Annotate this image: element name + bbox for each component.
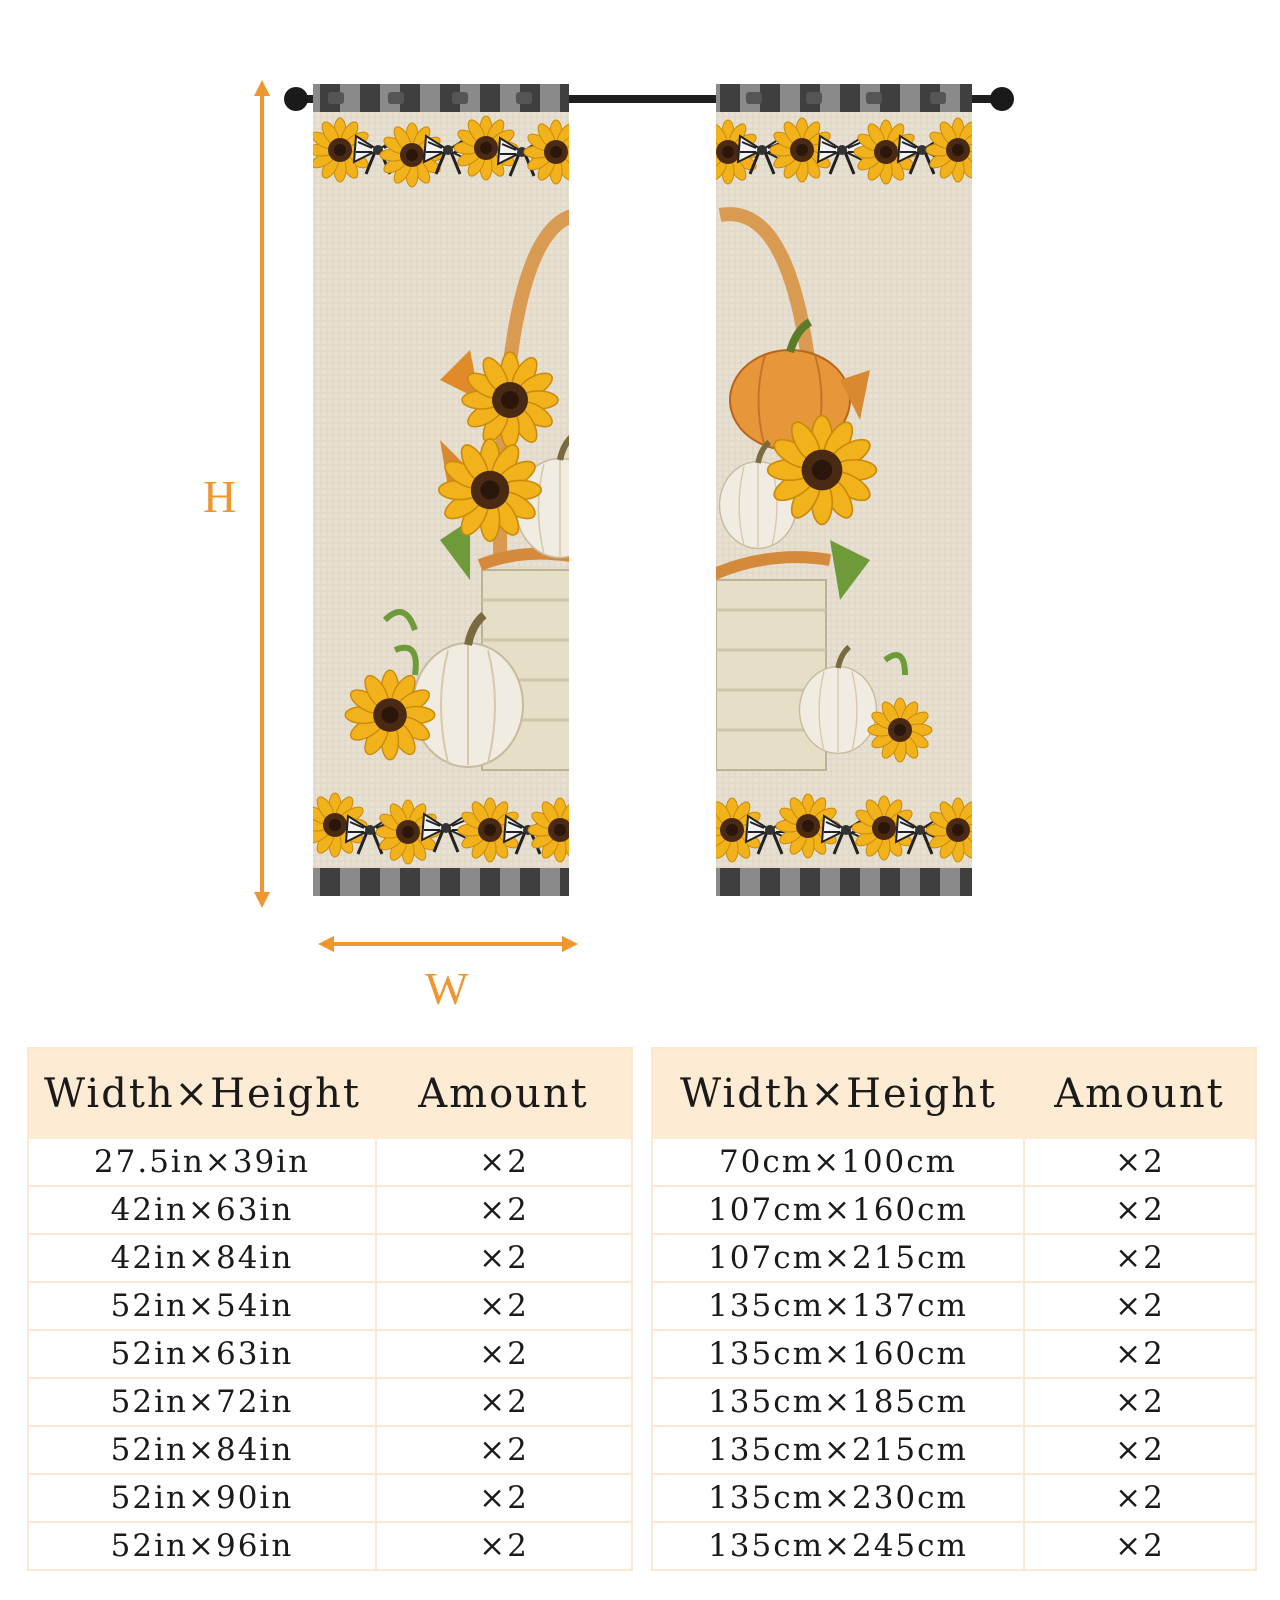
size-cell: 52in×96in	[28, 1522, 376, 1570]
size-cell: 42in×84in	[28, 1234, 376, 1282]
table-row	[652, 1234, 1256, 1282]
amount-cell: ×2	[376, 1282, 632, 1330]
table-header-row	[652, 1048, 1256, 1139]
size-table-inches	[27, 1047, 633, 1571]
size-cell: 52in×54in	[28, 1282, 376, 1330]
amount-cell: ×2	[376, 1522, 632, 1570]
amount-cell: ×2	[1024, 1378, 1256, 1426]
amount-cell: ×2	[1024, 1474, 1256, 1522]
size-cell: 135cm×230cm	[652, 1474, 1024, 1522]
table-row	[652, 1282, 1256, 1330]
width-arrow	[318, 936, 578, 952]
amount-cell: ×2	[376, 1186, 632, 1234]
size-cell: 52in×84in	[28, 1426, 376, 1474]
table-row	[652, 1474, 1256, 1522]
table-row	[28, 1426, 632, 1474]
size-cell: 42in×63in	[28, 1186, 376, 1234]
table-row	[28, 1474, 632, 1522]
amount-cell: ×2	[1024, 1330, 1256, 1378]
amount-cell: ×2	[1024, 1139, 1256, 1186]
size-cell: 70cm×100cm	[652, 1139, 1024, 1186]
amount-cell: ×2	[376, 1378, 632, 1426]
table-row	[28, 1139, 632, 1186]
size-table-cm	[651, 1047, 1257, 1571]
width-label: W	[425, 963, 469, 1014]
size-cell: 135cm×245cm	[652, 1522, 1024, 1570]
size-cell: 107cm×215cm	[652, 1234, 1024, 1282]
size-cell: 135cm×185cm	[652, 1378, 1024, 1426]
table-row	[28, 1234, 632, 1282]
table-row	[652, 1186, 1256, 1234]
table-row	[652, 1139, 1256, 1186]
amount-cell: ×2	[1024, 1234, 1256, 1282]
curtain-panel-right	[696, 84, 990, 896]
size-cell: 52in×90in	[28, 1474, 376, 1522]
table-row	[28, 1378, 632, 1426]
curtain-panel-left	[303, 84, 604, 896]
header-width-height: Width×Height	[652, 1048, 1024, 1139]
amount-cell: ×2	[376, 1474, 632, 1522]
size-cell: 107cm×160cm	[652, 1186, 1024, 1234]
table-row	[652, 1522, 1256, 1570]
size-cell: 135cm×215cm	[652, 1426, 1024, 1474]
size-cell: 27.5in×39in	[28, 1139, 376, 1186]
table-row	[652, 1330, 1256, 1378]
amount-cell: ×2	[1024, 1186, 1256, 1234]
table-row	[652, 1378, 1256, 1426]
amount-cell: ×2	[376, 1234, 632, 1282]
table-header-row	[28, 1048, 632, 1139]
table-row	[28, 1522, 632, 1570]
amount-cell: ×2	[376, 1139, 632, 1186]
size-cell: 135cm×137cm	[652, 1282, 1024, 1330]
size-cell: 52in×72in	[28, 1378, 376, 1426]
header-width-height: Width×Height	[28, 1048, 376, 1139]
amount-cell: ×2	[1024, 1282, 1256, 1330]
height-arrow	[254, 80, 270, 908]
rod-finial-left	[284, 87, 308, 111]
size-cell: 52in×63in	[28, 1330, 376, 1378]
height-label: H	[203, 471, 237, 522]
rod-finial-right	[990, 87, 1014, 111]
header-amount: Amount	[1024, 1048, 1256, 1139]
table-row	[28, 1282, 632, 1330]
amount-cell: ×2	[1024, 1522, 1256, 1570]
header-amount: Amount	[376, 1048, 632, 1139]
amount-cell: ×2	[1024, 1426, 1256, 1474]
amount-cell: ×2	[376, 1426, 632, 1474]
amount-cell: ×2	[376, 1330, 632, 1378]
size-cell: 135cm×160cm	[652, 1330, 1024, 1378]
table-row	[28, 1330, 632, 1378]
table-row	[652, 1426, 1256, 1474]
table-row	[28, 1186, 632, 1234]
